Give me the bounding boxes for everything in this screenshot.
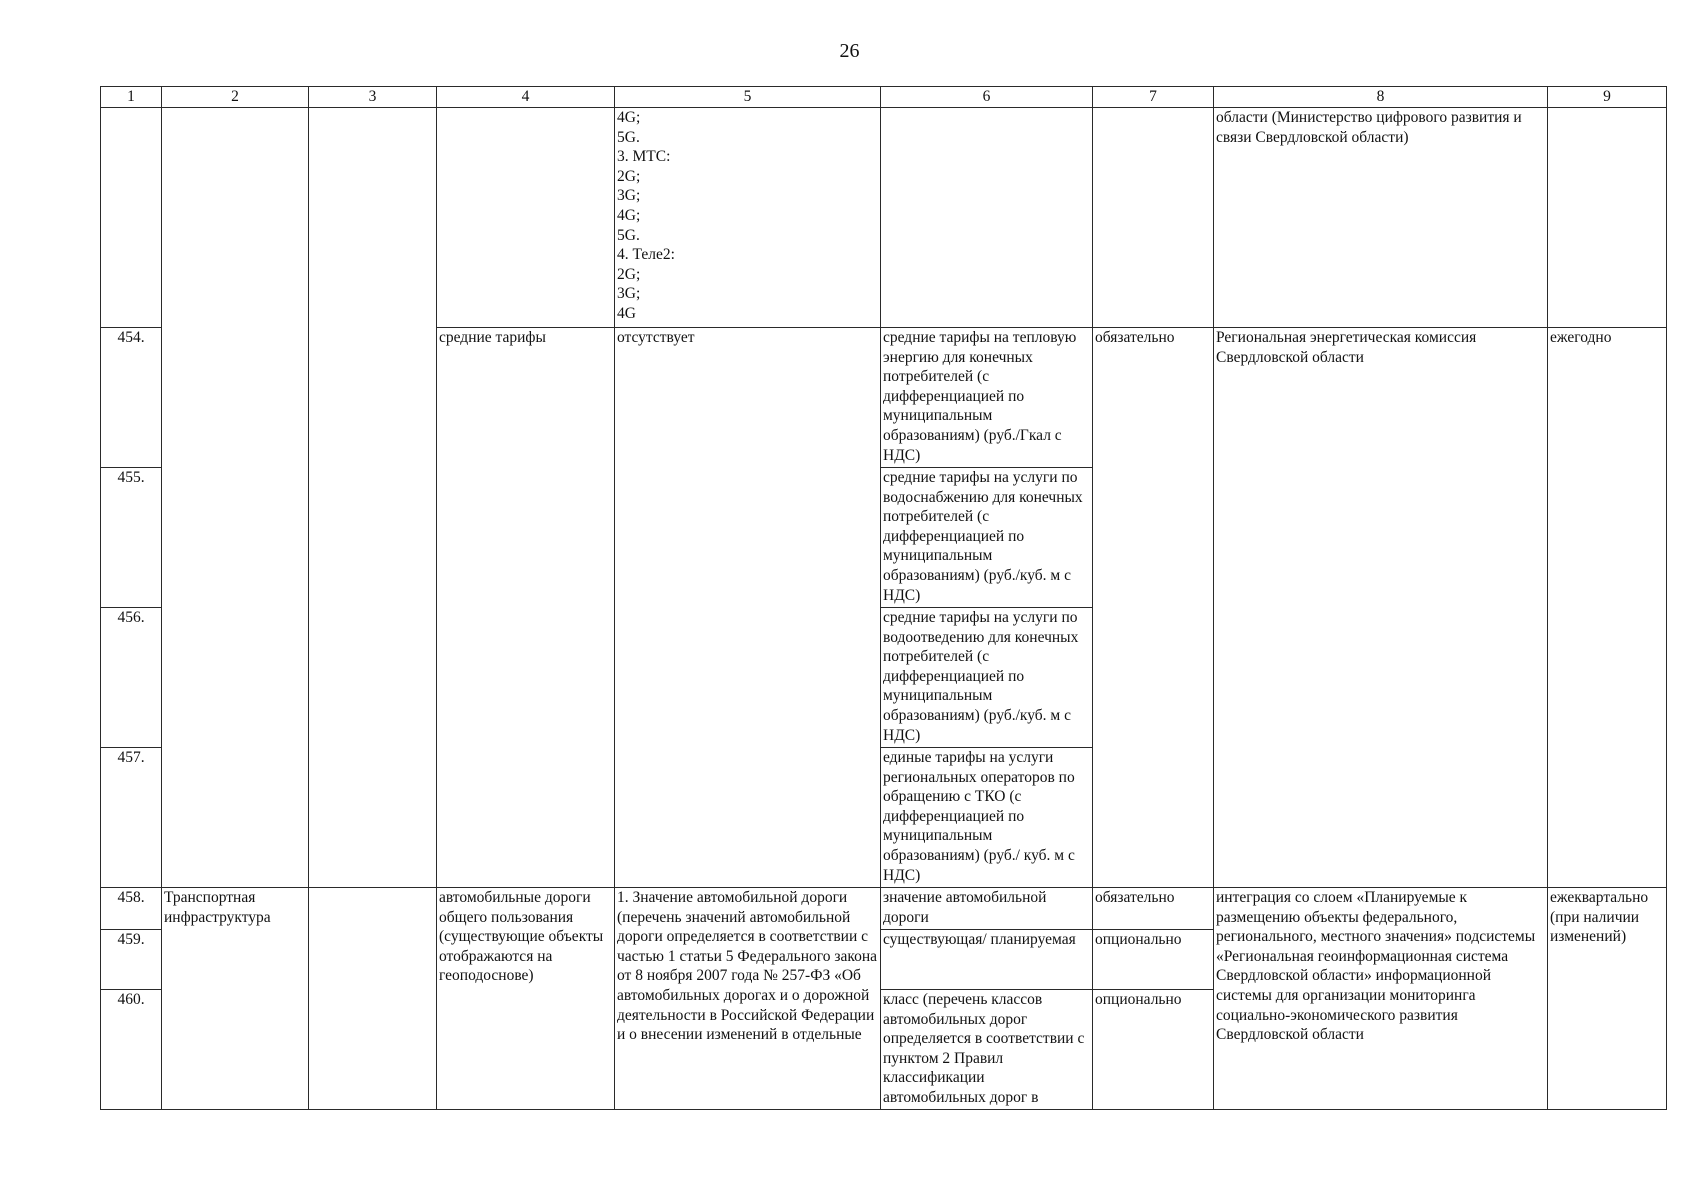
operators-list-cell: 4G; 5G. 3. МТС: 2G; 3G; 4G; 5G. 4. Теле2: 2G; 3G; 4G [615, 108, 881, 328]
header-row [101, 87, 1667, 108]
row-number: 458. [101, 888, 162, 930]
layer-cell: автомобильные дороги общего пользования (существующие объекты отображаются на геоподоснове) [437, 888, 615, 1110]
source-cell: интеграция со слоем «Планируемые к размещению объекты федерального, регионального, местного значения» подсистемы «Региональная геоинформационная система Свердловской области» информационной системы для организации мониторинга социально-экономического развития Свердловской области [1214, 888, 1548, 1110]
attribute-cell: существующая/ планируемая [881, 930, 1093, 990]
header-cell-3: 3 [309, 87, 437, 108]
attribute-cell: средние тарифы на тепловую энергию для конечных потребителей (с дифференциацией по муниципальным образованиям) (руб./Гкал с НДС) [881, 328, 1093, 468]
page-number: 26 [839, 40, 860, 62]
header-cell-1: 1 [101, 87, 162, 108]
number-cell [101, 108, 162, 328]
requirement-cell: опционально [1093, 930, 1214, 990]
category-cell: Транспортная инфраструктура [162, 888, 309, 1110]
header-cell-2: 2 [162, 87, 309, 108]
table-row [101, 108, 1667, 328]
attribute-cell: средние тарифы на услуги по водоснабжению для конечных потребителей (с дифференциацией по муниципальным образованиям) (руб./куб. м с НДС) [881, 468, 1093, 608]
row-number: 454. [101, 328, 162, 468]
header-cell-6: 6 [881, 87, 1093, 108]
description-cell: 1. Значение автомобильной дороги (перечень значений автомобильной дороги определяется в соответствии с частью 1 статьи 5 Федерального закона от 8 ноября 2007 года № 257-ФЗ «Об автомобильных дорогах и о дорожной деятельности в Российской Федерации и о внесении изменений в отдельные [615, 888, 881, 1110]
attribute-cell: средние тарифы на услуги по водоотведению для конечных потребителей (с дифференциацией по муниципальным образованиям) (руб./куб. м с НДС) [881, 608, 1093, 748]
table-body [101, 108, 1667, 1110]
source-cell: Региональная энергетическая комиссия Свердловской области [1214, 328, 1548, 888]
header-cell-5: 5 [615, 87, 881, 108]
row-number: 457. [101, 748, 162, 888]
attribute-cell [881, 108, 1093, 328]
data-table [100, 86, 1667, 1110]
row-number: 455. [101, 468, 162, 608]
requirement-cell [1093, 108, 1214, 328]
layer-cell [437, 108, 615, 328]
row-number: 456. [101, 608, 162, 748]
attribute-cell: класс (перечень классов автомобильных дорог определяется в соответствии с пунктом 2 Правил классификации автомобильных дорог в [881, 990, 1093, 1110]
category-cell [162, 108, 309, 888]
header-cell-8: 8 [1214, 87, 1548, 108]
attribute-cell: единые тарифы на услуги региональных операторов по обращению с ТКО (с дифференциацией по муниципальным образованиям) (руб./ куб. м с НДС) [881, 748, 1093, 888]
row-number: 459. [101, 930, 162, 990]
layer-cell: средние тарифы [437, 328, 615, 888]
frequency-cell: ежегодно [1548, 328, 1667, 888]
table-header [101, 87, 1667, 108]
requirement-cell: обязательно [1093, 888, 1214, 930]
header-cell-7: 7 [1093, 87, 1214, 108]
description-cell: отсутствует [615, 328, 881, 888]
row-number: 460. [101, 990, 162, 1110]
requirement-cell: обязательно [1093, 328, 1214, 888]
header-cell-4: 4 [437, 87, 615, 108]
attribute-cell: значение автомобильной дороги [881, 888, 1093, 930]
empty-cell [309, 888, 437, 1110]
frequency-cell: ежеквартально (при наличии изменений) [1548, 888, 1667, 1110]
header-cell-9: 9 [1548, 87, 1667, 108]
requirement-cell: опционально [1093, 990, 1214, 1110]
table-row [101, 888, 1667, 930]
empty-cell [309, 108, 437, 888]
frequency-cell [1548, 108, 1667, 328]
source-cell: области (Министерство цифрового развития и связи Свердловской области) [1214, 108, 1548, 328]
